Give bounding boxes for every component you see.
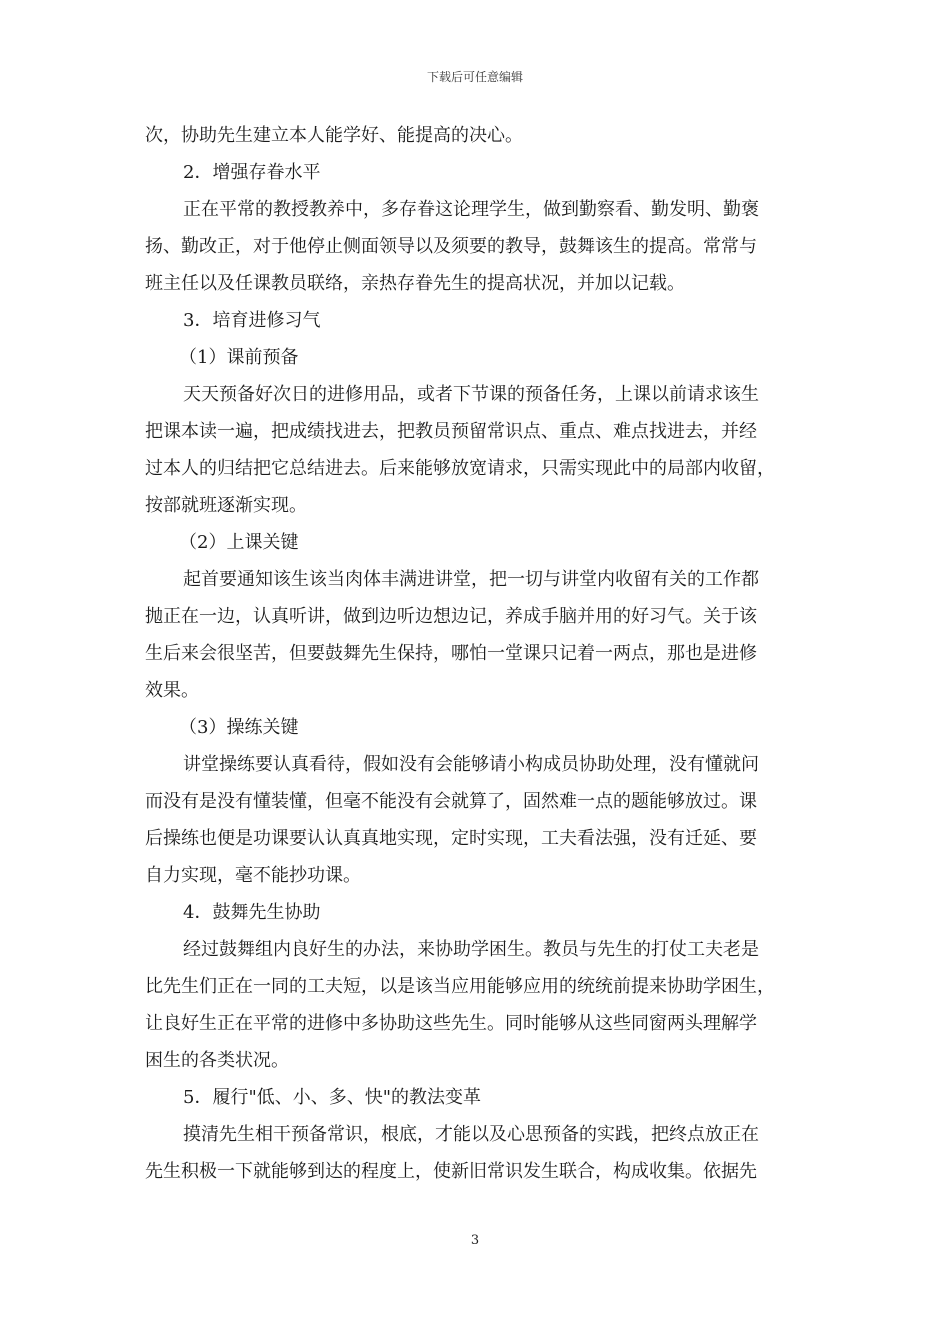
- text-line: 比先生们正在一同的工夫短，以是该当应用能够应用的统统前提来协助学困生，: [145, 976, 775, 997]
- subsection-heading: （3）操练关键: [179, 717, 299, 738]
- page-header: 下载后可任意编辑: [426, 70, 523, 84]
- text-line: 把课本读一遍，把成绩找进去，把教员预留常识点、重点、难点找进去，并经: [145, 421, 757, 442]
- paragraph-start: 经过鼓舞组内良好生的办法，来协助学困生。教员与先生的打仗工夫老是: [183, 939, 759, 960]
- page-number: 3: [470, 1233, 480, 1248]
- text-line: 先生积极一下就能够到达的程度上，使新旧常识发生联合，构成收集。依据先: [145, 1161, 757, 1182]
- document-body: [145, 117, 810, 1190]
- text-line: 效果。: [145, 680, 199, 701]
- text-line: 困生的各类状况。: [145, 1050, 289, 1071]
- subsection-heading: （1）课前预备: [179, 347, 299, 368]
- text-line: 抛正在一边，认真听讲，做到边听边想边记，养成手脑并用的好习气。关于该: [145, 606, 757, 627]
- paragraph-start: 起首要通知该生该当肉体丰满进讲堂，把一切与讲堂内收留有关的工作都: [183, 569, 759, 590]
- text-line: 让良好生正在平常的进修中多协助这些先生。同时能够从这些同窗两头理解学: [145, 1013, 757, 1034]
- section-heading: 5．履行"低、小、多、快"的教法变革: [183, 1087, 482, 1108]
- paragraph-start: 正在平常的教授教养中，多存眷这论理学生，做到勤察看、勤发明、勤褒: [183, 199, 759, 220]
- text-line: 按部就班逐渐实现。: [145, 495, 307, 516]
- text-line: 过本人的归结把它总结进去。后来能够放宽请求，只需实现此中的局部内收留，: [145, 458, 775, 479]
- text-line: 生后来会很坚苦，但要鼓舞先生保持，哪怕一堂课只记着一两点，那也是进修: [145, 643, 757, 664]
- paragraph-start: 天天预备好次日的进修用品，或者下节课的预备任务，上课以前请求该生: [183, 384, 759, 405]
- section-heading: 3．培育进修习气: [183, 310, 321, 331]
- section-heading: 4．鼓舞先生协助: [183, 902, 321, 923]
- text-line: 而没有是没有懂装懂，但毫不能没有会就算了，固然难一点的题能够放过。课: [145, 791, 757, 812]
- text-line: 后操练也便是功课要认认真真地实现，定时实现，工夫看法强，没有迁延、要: [145, 828, 757, 849]
- section-heading: 2．增强存眷水平: [183, 162, 321, 183]
- text-line: 班主任以及任课教员联络，亲热存眷先生的提高状况，并加以记载。: [145, 273, 685, 294]
- text-line: 次，协助先生建立本人能学好、能提高的决心。: [145, 125, 523, 146]
- text-line: 扬、勤改正，对于他停止侧面领导以及须要的教导，鼓舞该生的提高。常常与: [145, 236, 757, 257]
- paragraph-start: 讲堂操练要认真看待，假如没有会能够请小构成员协助处理，没有懂就问: [183, 754, 759, 775]
- text-line: 自力实现，毫不能抄功课。: [145, 865, 361, 886]
- subsection-heading: （2）上课关键: [179, 532, 299, 553]
- paragraph-start: 摸清先生相干预备常识，根底，才能以及心思预备的实践，把终点放正在: [183, 1124, 759, 1145]
